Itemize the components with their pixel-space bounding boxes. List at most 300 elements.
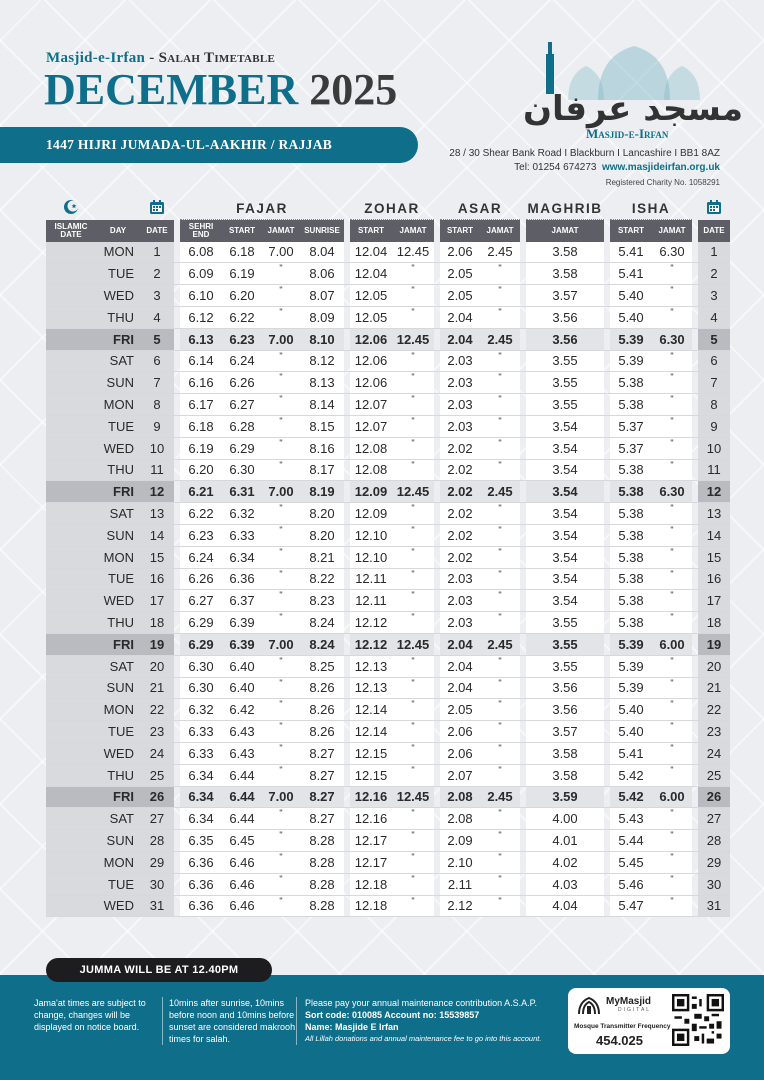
table-row bbox=[46, 787, 730, 809]
date-cell: 21 bbox=[140, 678, 174, 700]
maintenance-line: Please pay your annual maintenance contribution A.S.A.P. bbox=[305, 998, 537, 1008]
mymasjid-brand: MyMasjid bbox=[606, 996, 652, 1007]
islamic-date-cell bbox=[46, 307, 96, 329]
table-row bbox=[46, 438, 730, 460]
islamic-date-cell bbox=[46, 634, 96, 656]
zohar-start-cell: 12.05 bbox=[350, 285, 392, 307]
date-right-cell: 1 bbox=[698, 242, 730, 264]
sehri-end-cell: 6.29 bbox=[180, 634, 222, 656]
islamic-date-cell bbox=[46, 569, 96, 591]
day-cell: FRI bbox=[96, 634, 140, 656]
day-cell: MON bbox=[96, 394, 140, 416]
column-header-row bbox=[46, 220, 730, 242]
asar-start-cell: 2.02 bbox=[440, 460, 480, 482]
maghrib-jamat-cell: 3.54 bbox=[526, 438, 604, 460]
fajar-jamat-cell: " bbox=[262, 525, 300, 547]
zohar-jamat-cell: " bbox=[392, 394, 434, 416]
day-cell: MON bbox=[96, 699, 140, 721]
islamic-date-cell bbox=[46, 242, 96, 264]
asar-jamat-cell: " bbox=[480, 569, 520, 591]
zohar-jamat-cell: " bbox=[392, 416, 434, 438]
date-right-cell: 16 bbox=[698, 569, 730, 591]
table-row bbox=[46, 612, 730, 634]
day-cell: WED bbox=[96, 285, 140, 307]
asar-start-cell: 2.05 bbox=[440, 699, 480, 721]
qr-code-icon[interactable] bbox=[672, 994, 724, 1046]
asar-start-cell: 2.04 bbox=[440, 329, 480, 351]
zohar-start-cell: 12.17 bbox=[350, 852, 392, 874]
date-right-cell: 27 bbox=[698, 808, 730, 830]
zohar-start-cell: 12.11 bbox=[350, 590, 392, 612]
isha-start-cell: 5.45 bbox=[610, 852, 652, 874]
sunrise-cell: 8.27 bbox=[300, 765, 344, 787]
col-sehri-end: SEHRI END bbox=[180, 220, 222, 242]
sunrise-cell: 8.25 bbox=[300, 656, 344, 678]
sehri-end-cell: 6.30 bbox=[180, 656, 222, 678]
col-isha-jamat: JAMAT bbox=[652, 220, 692, 242]
sunrise-cell: 8.12 bbox=[300, 351, 344, 373]
table-row bbox=[46, 329, 730, 351]
sunrise-cell: 8.14 bbox=[300, 394, 344, 416]
fajar-start-cell: 6.44 bbox=[222, 787, 262, 809]
isha-jamat-cell: " bbox=[652, 678, 692, 700]
fajar-start-cell: 6.19 bbox=[222, 263, 262, 285]
isha-jamat-cell: 6.00 bbox=[652, 634, 692, 656]
zohar-start-cell: 12.14 bbox=[350, 699, 392, 721]
zohar-jamat-cell: 12.45 bbox=[392, 634, 434, 656]
sehri-end-cell: 6.32 bbox=[180, 699, 222, 721]
asar-start-cell: 2.10 bbox=[440, 852, 480, 874]
fajar-jamat-cell: " bbox=[262, 721, 300, 743]
zohar-start-cell: 12.10 bbox=[350, 547, 392, 569]
isha-jamat-cell: " bbox=[652, 307, 692, 329]
asar-jamat-cell: " bbox=[480, 808, 520, 830]
zohar-start-cell: 12.11 bbox=[350, 569, 392, 591]
calendar-icon bbox=[140, 198, 174, 220]
sehri-end-cell: 6.36 bbox=[180, 896, 222, 918]
date-cell: 4 bbox=[140, 307, 174, 329]
address-block bbox=[449, 147, 720, 175]
day-cell: TUE bbox=[96, 569, 140, 591]
maghrib-jamat-cell: 3.54 bbox=[526, 525, 604, 547]
sunrise-cell: 8.21 bbox=[300, 547, 344, 569]
date-cell: 3 bbox=[140, 285, 174, 307]
col-fajar-start: START bbox=[222, 220, 262, 242]
col-zohar-start: START bbox=[350, 220, 392, 242]
day-cell: WED bbox=[96, 590, 140, 612]
date-cell: 31 bbox=[140, 896, 174, 918]
fajar-jamat-cell: " bbox=[262, 547, 300, 569]
date-right-cell: 2 bbox=[698, 263, 730, 285]
table-row bbox=[46, 569, 730, 591]
isha-jamat-cell: " bbox=[652, 656, 692, 678]
sehri-end-cell: 6.24 bbox=[180, 547, 222, 569]
timetable bbox=[46, 198, 730, 917]
asar-jamat-cell: " bbox=[480, 307, 520, 329]
zohar-jamat-cell: 12.45 bbox=[392, 481, 434, 503]
page-subtitle: Masjid-e-Irfan - Salah Timetable bbox=[46, 50, 276, 66]
table-row bbox=[46, 830, 730, 852]
zohar-jamat-cell: " bbox=[392, 896, 434, 918]
isha-start-cell: 5.40 bbox=[610, 721, 652, 743]
makrooh-note: 10mins after sunrise, 10mins before noon and 10mins before sunset are considered makrooh times for salah. bbox=[162, 997, 296, 1045]
sehri-end-cell: 6.09 bbox=[180, 263, 222, 285]
sunrise-cell: 8.15 bbox=[300, 416, 344, 438]
asar-jamat-cell: 2.45 bbox=[480, 634, 520, 656]
table-row bbox=[46, 285, 730, 307]
fajar-jamat-cell: " bbox=[262, 743, 300, 765]
asar-start-cell: 2.02 bbox=[440, 438, 480, 460]
month-title: DECEMBER bbox=[44, 65, 299, 114]
isha-start-cell: 5.38 bbox=[610, 612, 652, 634]
isha-jamat-cell: " bbox=[652, 569, 692, 591]
maghrib-jamat-cell: 3.56 bbox=[526, 678, 604, 700]
logo-name: Masjid-e-Irfan bbox=[586, 126, 669, 141]
zohar-start-cell: 12.17 bbox=[350, 830, 392, 852]
isha-start-cell: 5.38 bbox=[610, 547, 652, 569]
isha-jamat-cell: " bbox=[652, 612, 692, 634]
zohar-jamat-cell: " bbox=[392, 525, 434, 547]
zohar-jamat-cell: 12.45 bbox=[392, 242, 434, 264]
date-cell: 17 bbox=[140, 590, 174, 612]
isha-jamat-cell: " bbox=[652, 808, 692, 830]
zohar-jamat-cell: " bbox=[392, 743, 434, 765]
asar-start-cell: 2.06 bbox=[440, 721, 480, 743]
date-cell: 23 bbox=[140, 721, 174, 743]
isha-jamat-cell: " bbox=[652, 896, 692, 918]
maghrib-jamat-cell: 3.54 bbox=[526, 590, 604, 612]
day-cell: FRI bbox=[96, 787, 140, 809]
zohar-jamat-cell: " bbox=[392, 547, 434, 569]
day-cell: TUE bbox=[96, 263, 140, 285]
isha-jamat-cell: " bbox=[652, 351, 692, 373]
fajar-jamat-cell: " bbox=[262, 612, 300, 634]
fajar-start-cell: 6.46 bbox=[222, 874, 262, 896]
fajar-start-cell: 6.46 bbox=[222, 852, 262, 874]
zohar-start-cell: 12.06 bbox=[350, 372, 392, 394]
asar-jamat-cell: " bbox=[480, 874, 520, 896]
isha-jamat-cell: " bbox=[652, 699, 692, 721]
day-cell: WED bbox=[96, 896, 140, 918]
sunrise-cell: 8.19 bbox=[300, 481, 344, 503]
maghrib-jamat-cell: 3.55 bbox=[526, 394, 604, 416]
isha-jamat-cell: " bbox=[652, 285, 692, 307]
fajar-start-cell: 6.45 bbox=[222, 830, 262, 852]
sehri-end-cell: 6.30 bbox=[180, 678, 222, 700]
sehri-end-cell: 6.22 bbox=[180, 503, 222, 525]
asar-jamat-cell: 2.45 bbox=[480, 329, 520, 351]
islamic-date-cell bbox=[46, 765, 96, 787]
hijri-text: 1447 HIJRI JUMADA-UL-AAKHIR / RAJJAB bbox=[46, 137, 333, 152]
sehri-end-cell: 6.17 bbox=[180, 394, 222, 416]
fajar-jamat-cell: " bbox=[262, 656, 300, 678]
date-cell: 10 bbox=[140, 438, 174, 460]
col-asar-start: START bbox=[440, 220, 480, 242]
day-cell: THU bbox=[96, 765, 140, 787]
table-row bbox=[46, 416, 730, 438]
fajar-jamat-cell: " bbox=[262, 678, 300, 700]
sehri-end-cell: 6.13 bbox=[180, 329, 222, 351]
isha-start-cell: 5.39 bbox=[610, 351, 652, 373]
sunrise-cell: 8.07 bbox=[300, 285, 344, 307]
maghrib-jamat-cell: 3.58 bbox=[526, 263, 604, 285]
date-cell: 19 bbox=[140, 634, 174, 656]
maghrib-jamat-cell: 4.00 bbox=[526, 808, 604, 830]
asar-start-cell: 2.04 bbox=[440, 634, 480, 656]
table-row bbox=[46, 394, 730, 416]
zohar-start-cell: 12.12 bbox=[350, 634, 392, 656]
sehri-end-cell: 6.36 bbox=[180, 852, 222, 874]
sunrise-cell: 8.28 bbox=[300, 852, 344, 874]
table-row bbox=[46, 874, 730, 896]
asar-jamat-cell: " bbox=[480, 263, 520, 285]
islamic-date-cell bbox=[46, 329, 96, 351]
isha-jamat-cell: " bbox=[652, 416, 692, 438]
isha-start-cell: 5.42 bbox=[610, 787, 652, 809]
date-right-cell: 9 bbox=[698, 416, 730, 438]
date-cell: 25 bbox=[140, 765, 174, 787]
zohar-start-cell: 12.13 bbox=[350, 656, 392, 678]
asar-jamat-cell: " bbox=[480, 547, 520, 569]
maghrib-jamat-cell: 3.55 bbox=[526, 372, 604, 394]
group-isha: ISHA bbox=[610, 198, 692, 220]
date-right-cell: 20 bbox=[698, 656, 730, 678]
asar-start-cell: 2.11 bbox=[440, 874, 480, 896]
fajar-jamat-cell: " bbox=[262, 874, 300, 896]
table-row bbox=[46, 481, 730, 503]
date-right-cell: 25 bbox=[698, 765, 730, 787]
date-right-cell: 31 bbox=[698, 896, 730, 918]
fajar-jamat-cell: " bbox=[262, 351, 300, 373]
fajar-jamat-cell: " bbox=[262, 285, 300, 307]
asar-start-cell: 2.07 bbox=[440, 765, 480, 787]
fajar-jamat-cell: 7.00 bbox=[262, 481, 300, 503]
zohar-start-cell: 12.09 bbox=[350, 503, 392, 525]
isha-jamat-cell: " bbox=[652, 765, 692, 787]
islamic-date-cell bbox=[46, 874, 96, 896]
isha-jamat-cell: 6.30 bbox=[652, 242, 692, 264]
sehri-end-cell: 6.10 bbox=[180, 285, 222, 307]
sehri-end-cell: 6.12 bbox=[180, 307, 222, 329]
zohar-jamat-cell: " bbox=[392, 656, 434, 678]
radio-tower-icon bbox=[576, 994, 602, 1016]
zohar-start-cell: 12.06 bbox=[350, 351, 392, 373]
sunrise-cell: 8.24 bbox=[300, 612, 344, 634]
isha-start-cell: 5.38 bbox=[610, 503, 652, 525]
islamic-date-cell bbox=[46, 743, 96, 765]
sunrise-cell: 8.26 bbox=[300, 721, 344, 743]
charity-number: Registered Charity No. 1058291 bbox=[605, 178, 720, 187]
maghrib-jamat-cell: 3.56 bbox=[526, 329, 604, 351]
sehri-end-cell: 6.21 bbox=[180, 481, 222, 503]
sunrise-cell: 8.27 bbox=[300, 787, 344, 809]
zohar-jamat-cell: " bbox=[392, 678, 434, 700]
asar-start-cell: 2.02 bbox=[440, 503, 480, 525]
date-cell: 24 bbox=[140, 743, 174, 765]
sehri-end-cell: 6.23 bbox=[180, 525, 222, 547]
date-right-cell: 21 bbox=[698, 678, 730, 700]
date-cell: 12 bbox=[140, 481, 174, 503]
col-zohar-jamat: JAMAT bbox=[392, 220, 434, 242]
table-row bbox=[46, 634, 730, 656]
table-row bbox=[46, 351, 730, 373]
asar-jamat-cell: " bbox=[480, 438, 520, 460]
date-cell: 5 bbox=[140, 329, 174, 351]
islamic-date-cell bbox=[46, 263, 96, 285]
group-asar: ASAR bbox=[440, 198, 520, 220]
masjid-name: Masjid-e-Irfan bbox=[46, 50, 146, 66]
sunrise-cell: 8.22 bbox=[300, 569, 344, 591]
islamic-date-cell bbox=[46, 808, 96, 830]
asar-start-cell: 2.03 bbox=[440, 351, 480, 373]
maintenance-note bbox=[296, 997, 560, 1045]
zohar-jamat-cell: " bbox=[392, 372, 434, 394]
day-cell: TUE bbox=[96, 874, 140, 896]
calendar-icon bbox=[698, 198, 730, 220]
sehri-end-cell: 6.19 bbox=[180, 438, 222, 460]
fajar-jamat-cell: " bbox=[262, 307, 300, 329]
sehri-end-cell: 6.34 bbox=[180, 765, 222, 787]
asar-start-cell: 2.06 bbox=[440, 743, 480, 765]
table-row bbox=[46, 656, 730, 678]
fajar-start-cell: 6.37 bbox=[222, 590, 262, 612]
col-islamic-date: ISLAMIC DATE bbox=[46, 220, 96, 242]
date-right-cell: 13 bbox=[698, 503, 730, 525]
table-row bbox=[46, 242, 730, 264]
date-right-cell: 18 bbox=[698, 612, 730, 634]
zohar-jamat-cell: 12.45 bbox=[392, 329, 434, 351]
isha-start-cell: 5.38 bbox=[610, 481, 652, 503]
date-right-cell: 3 bbox=[698, 285, 730, 307]
zohar-start-cell: 12.05 bbox=[350, 307, 392, 329]
date-right-cell: 15 bbox=[698, 547, 730, 569]
date-right-cell: 11 bbox=[698, 460, 730, 482]
fajar-jamat-cell: " bbox=[262, 808, 300, 830]
islamic-date-cell bbox=[46, 460, 96, 482]
date-cell: 26 bbox=[140, 787, 174, 809]
fajar-jamat-cell: 7.00 bbox=[262, 329, 300, 351]
date-right-cell: 29 bbox=[698, 852, 730, 874]
website-link[interactable]: www.masjideirfan.org.uk bbox=[602, 162, 720, 173]
asar-jamat-cell: " bbox=[480, 721, 520, 743]
islamic-date-cell bbox=[46, 852, 96, 874]
maghrib-jamat-cell: 3.56 bbox=[526, 307, 604, 329]
sunrise-cell: 8.27 bbox=[300, 808, 344, 830]
sehri-end-cell: 6.34 bbox=[180, 787, 222, 809]
sehri-end-cell: 6.27 bbox=[180, 590, 222, 612]
date-cell: 16 bbox=[140, 569, 174, 591]
asar-jamat-cell: 2.45 bbox=[480, 787, 520, 809]
isha-jamat-cell: " bbox=[652, 874, 692, 896]
day-cell: MON bbox=[96, 547, 140, 569]
date-cell: 27 bbox=[140, 808, 174, 830]
isha-jamat-cell: " bbox=[652, 852, 692, 874]
fajar-start-cell: 6.30 bbox=[222, 460, 262, 482]
fajar-jamat-cell: 7.00 bbox=[262, 242, 300, 264]
date-right-cell: 6 bbox=[698, 351, 730, 373]
isha-jamat-cell: " bbox=[652, 503, 692, 525]
asar-jamat-cell: " bbox=[480, 351, 520, 373]
islamic-date-cell bbox=[46, 590, 96, 612]
asar-jamat-cell: " bbox=[480, 372, 520, 394]
zohar-jamat-cell: " bbox=[392, 808, 434, 830]
maghrib-jamat-cell: 4.02 bbox=[526, 852, 604, 874]
isha-jamat-cell: " bbox=[652, 263, 692, 285]
isha-start-cell: 5.37 bbox=[610, 438, 652, 460]
day-cell: FRI bbox=[96, 329, 140, 351]
asar-jamat-cell: " bbox=[480, 678, 520, 700]
zohar-start-cell: 12.13 bbox=[350, 678, 392, 700]
sehri-end-cell: 6.20 bbox=[180, 460, 222, 482]
table-row bbox=[46, 590, 730, 612]
zohar-start-cell: 12.10 bbox=[350, 525, 392, 547]
date-right-cell: 12 bbox=[698, 481, 730, 503]
zohar-start-cell: 12.14 bbox=[350, 721, 392, 743]
fajar-start-cell: 6.18 bbox=[222, 242, 262, 264]
asar-jamat-cell: " bbox=[480, 765, 520, 787]
page-title bbox=[44, 66, 397, 114]
col-day: DAY bbox=[96, 220, 140, 242]
sunrise-cell: 8.26 bbox=[300, 678, 344, 700]
asar-jamat-cell: " bbox=[480, 896, 520, 918]
maghrib-jamat-cell: 3.57 bbox=[526, 285, 604, 307]
zohar-jamat-cell: " bbox=[392, 721, 434, 743]
asar-jamat-cell: " bbox=[480, 612, 520, 634]
date-right-cell: 7 bbox=[698, 372, 730, 394]
zohar-jamat-cell: " bbox=[392, 699, 434, 721]
date-right-cell: 5 bbox=[698, 329, 730, 351]
fajar-start-cell: 6.32 bbox=[222, 503, 262, 525]
date-right-cell: 8 bbox=[698, 394, 730, 416]
table-row bbox=[46, 525, 730, 547]
asar-jamat-cell: " bbox=[480, 285, 520, 307]
fajar-jamat-cell: " bbox=[262, 372, 300, 394]
islamic-date-cell bbox=[46, 525, 96, 547]
islamic-date-cell bbox=[46, 481, 96, 503]
asar-start-cell: 2.05 bbox=[440, 263, 480, 285]
mymasjid-card bbox=[568, 988, 730, 1054]
date-cell: 1 bbox=[140, 242, 174, 264]
zohar-start-cell: 12.15 bbox=[350, 765, 392, 787]
date-cell: 20 bbox=[140, 656, 174, 678]
col-fajar-jamat: JAMAT bbox=[262, 220, 300, 242]
jamaat-change-note: Jama'at times are subject to change, changes will be displayed on notice board. bbox=[34, 998, 146, 1032]
group-fajar: FAJAR bbox=[180, 198, 344, 220]
sehri-end-cell: 6.36 bbox=[180, 874, 222, 896]
asar-start-cell: 2.03 bbox=[440, 612, 480, 634]
maghrib-jamat-cell: 4.03 bbox=[526, 874, 604, 896]
telephone: Tel: 01254 674273 bbox=[514, 162, 597, 173]
maghrib-jamat-cell: 3.59 bbox=[526, 787, 604, 809]
zohar-jamat-cell: " bbox=[392, 590, 434, 612]
isha-start-cell: 5.38 bbox=[610, 569, 652, 591]
asar-start-cell: 2.04 bbox=[440, 656, 480, 678]
isha-jamat-cell: 6.00 bbox=[652, 787, 692, 809]
maghrib-jamat-cell: 3.56 bbox=[526, 699, 604, 721]
date-right-cell: 26 bbox=[698, 787, 730, 809]
zohar-start-cell: 12.12 bbox=[350, 612, 392, 634]
isha-start-cell: 5.38 bbox=[610, 372, 652, 394]
table-row bbox=[46, 765, 730, 787]
maghrib-jamat-cell: 3.54 bbox=[526, 547, 604, 569]
table-row bbox=[46, 460, 730, 482]
isha-start-cell: 5.40 bbox=[610, 307, 652, 329]
islamic-date-cell bbox=[46, 699, 96, 721]
isha-start-cell: 5.44 bbox=[610, 830, 652, 852]
islamic-date-cell bbox=[46, 678, 96, 700]
fajar-start-cell: 6.27 bbox=[222, 394, 262, 416]
isha-start-cell: 5.38 bbox=[610, 460, 652, 482]
